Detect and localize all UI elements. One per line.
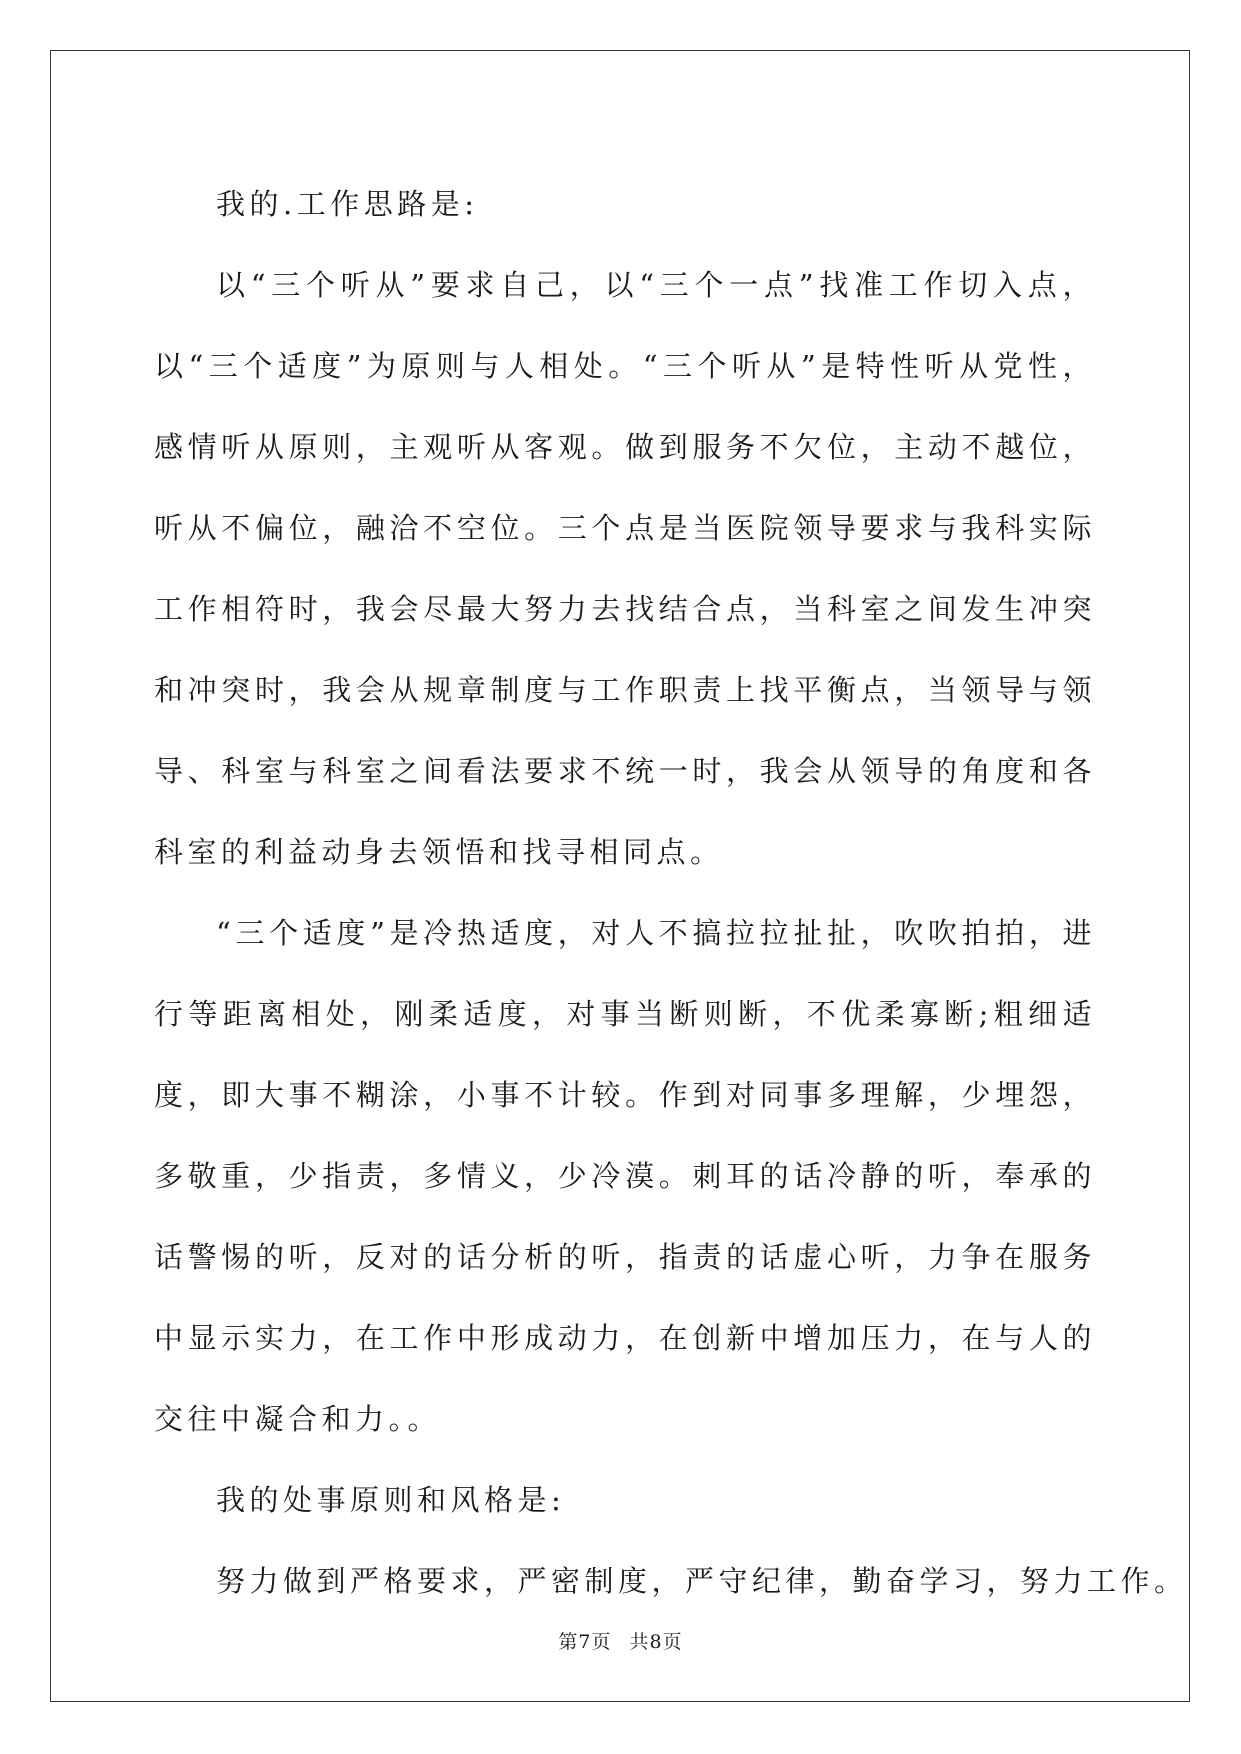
paragraph-work-approach-heading: 我的.工作思路是: — [216, 187, 479, 221]
paragraph-three-obey: 以“三个听从”要求自己，以“三个一点”找准工作切入点，以“三个适度”为原则与人相处。“三个听从”是特性听从党性，感情听从原则，主观听从客观。做到服务不欠位，主动不越位，听从不偏位，融洽不空位。三个点是当医院领导要求与我科实际工作相符时，我会尽最大努力去找结合点，当科室之间发生冲突和冲突时，我会从规章制度与工作职责上找平衡点，当领导与领导、科室与科室之间看法要求不统一时，我会从领导的角度和各科室的利益动身去领悟和找寻相同点。 — [154, 268, 1096, 869]
paragraph-principles: 努力做到严格要求，严密制度，严守纪律，勤奋学习，努力工作。 — [216, 1564, 1188, 1598]
paragraph-three-moderation: “三个适度”是冷热适度，对人不搞拉拉扯扯，吹吹拍拍，进行等距离相处，刚柔适度，对事当断则断，不优柔寡断;粗细适度，即大事不糊涂，小事不计较。作到对同事多理解，少埋怨，多敬重，少指责，多情义，少冷漠。刺耳的话冷静的听，奉承的话警惕的听，反对的话分析的听，指责的话虚心听，力争在服务中显示实力，在工作中形成动力，在创新中增加压力，在与人的交往中凝合和力。。 — [154, 916, 1096, 1436]
document-body — [154, 164, 1188, 1622]
current-page-number: 第7页 — [558, 1631, 612, 1653]
page-footer — [0, 1627, 1241, 1654]
paragraph-principles-heading: 我的处事原则和风格是: — [216, 1483, 566, 1517]
total-page-count: 共8页 — [629, 1631, 683, 1653]
